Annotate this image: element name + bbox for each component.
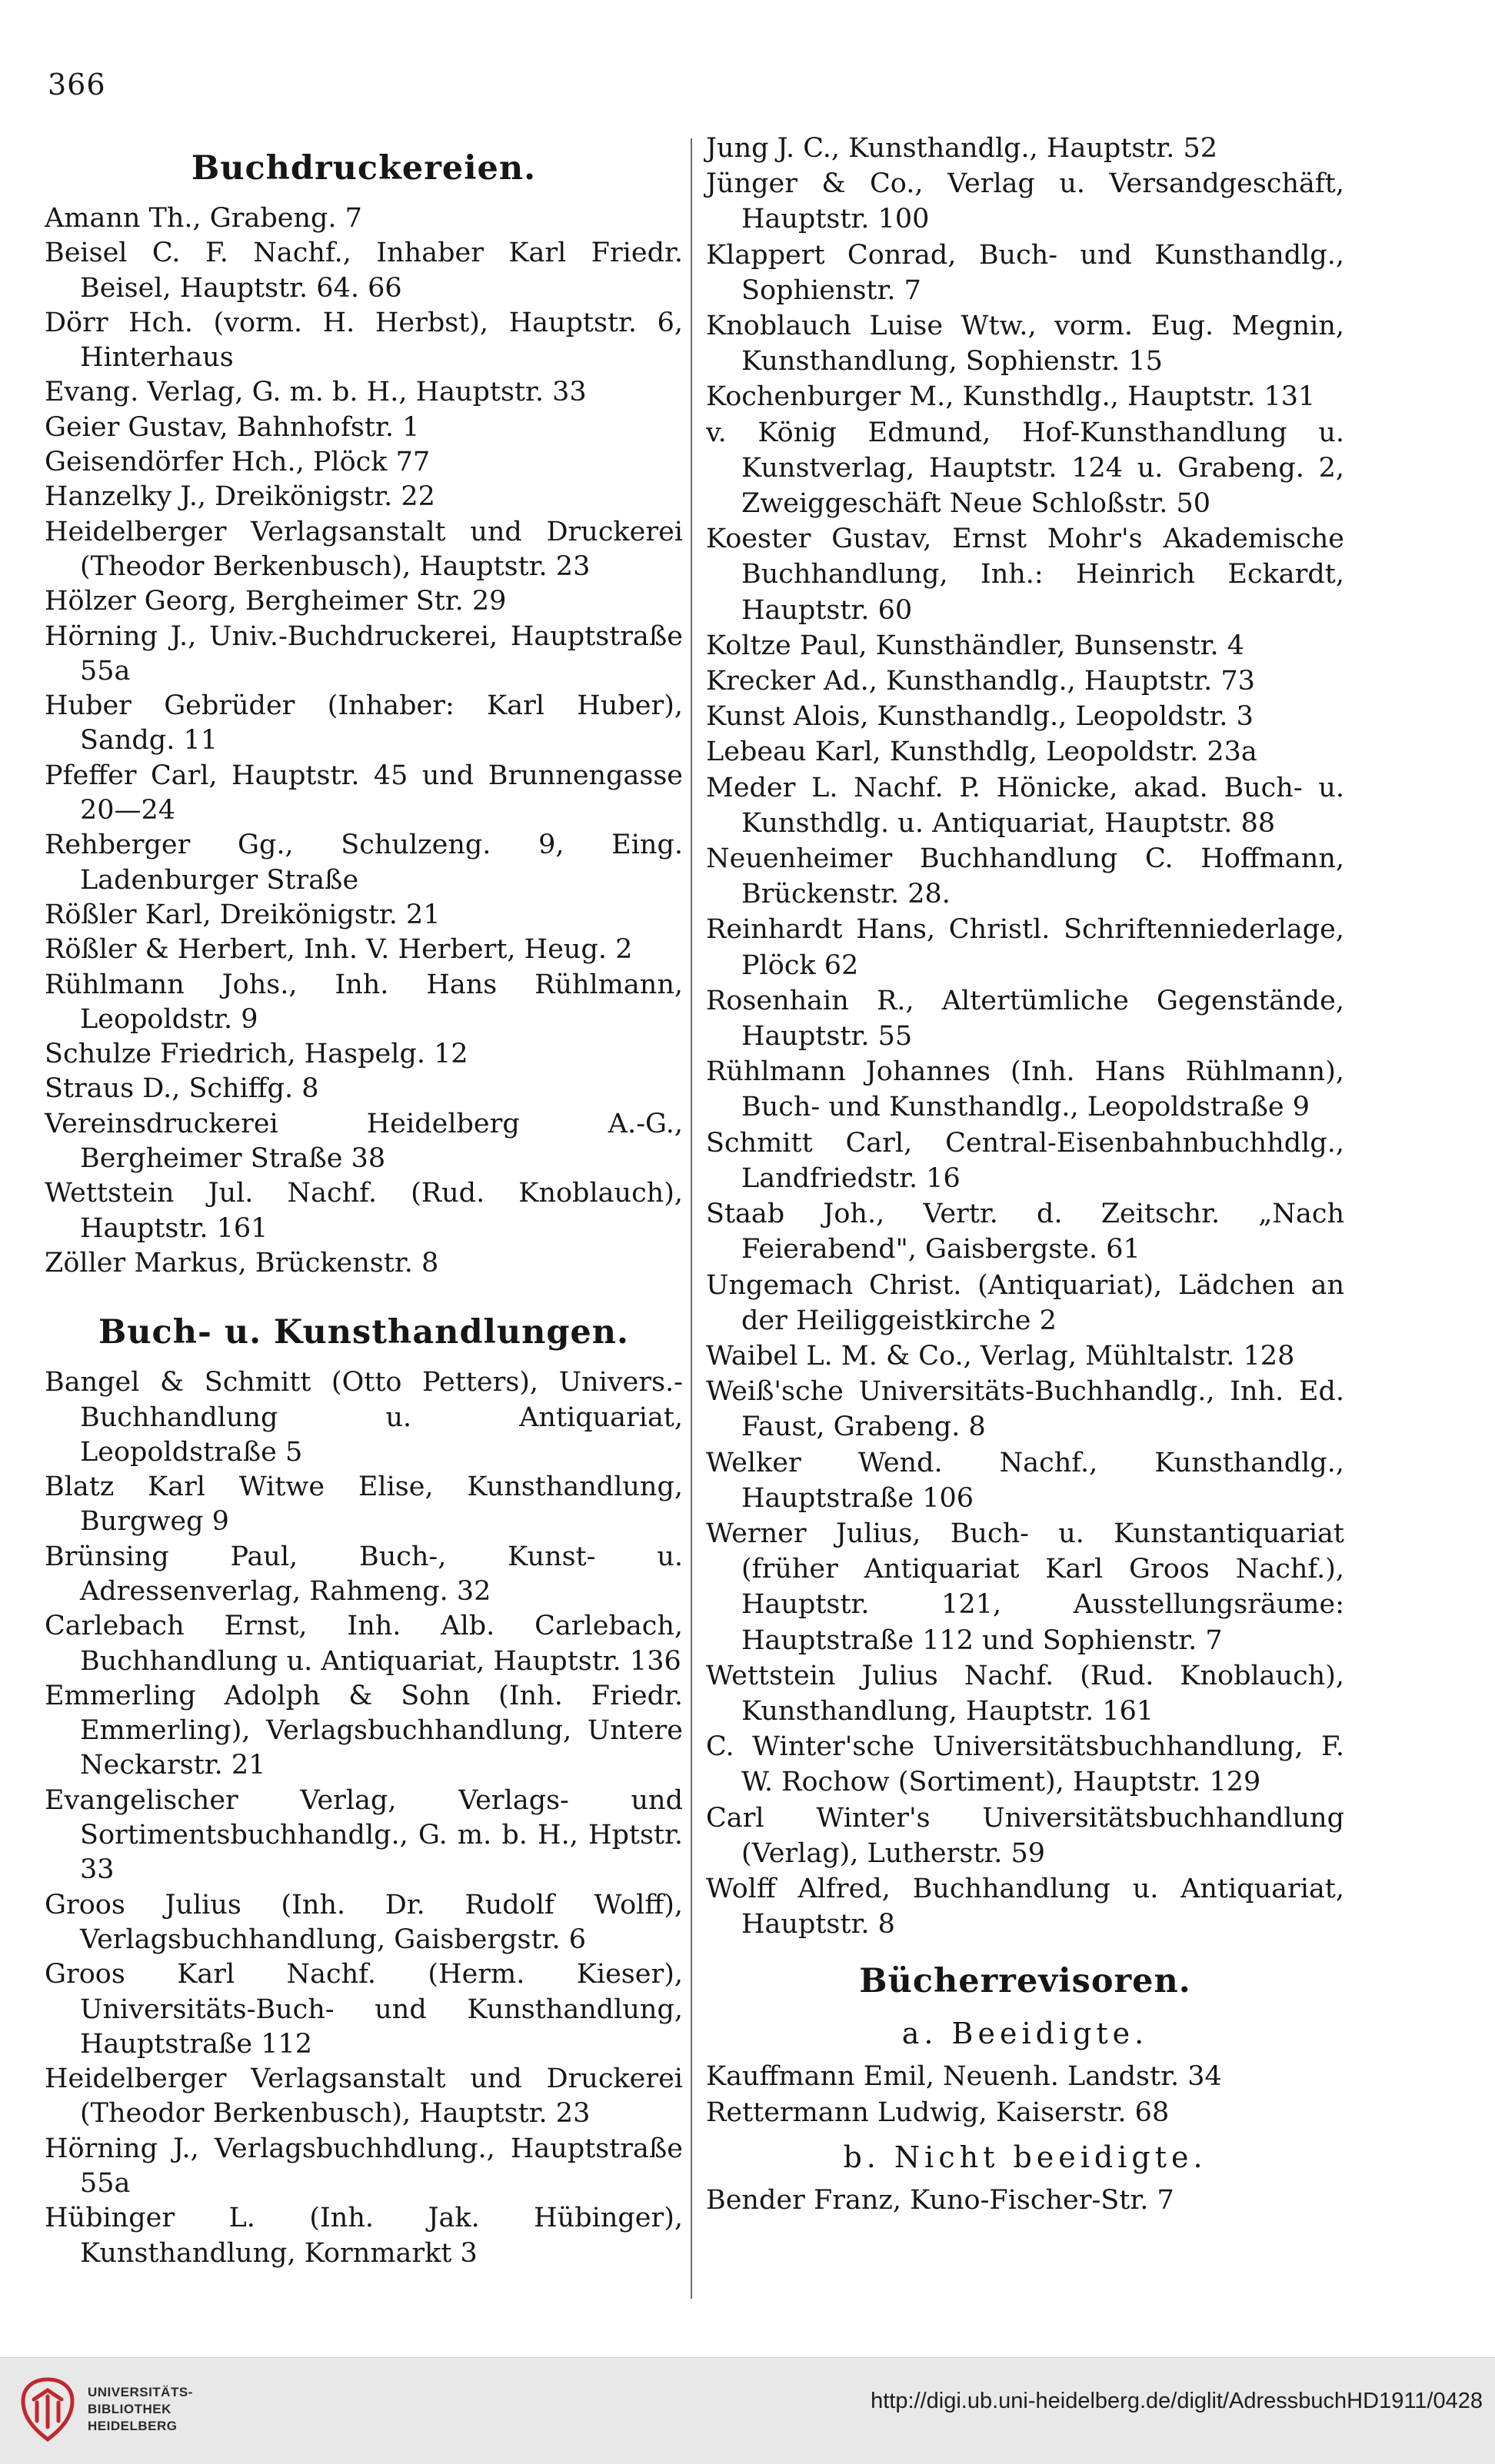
directory-entry: Evangelischer Verlag, Verlags- und Sortimentsbuchhandlg., G. m. b. H., Hptstr. 33 — [45, 1784, 683, 1886]
section-list-buch-kunsthandlungen — [45, 1365, 683, 2271]
directory-entry: Beisel C. F. Nachf., Inhaber Karl Friedr. Beisel, Hauptstr. 64. 66 — [45, 238, 683, 304]
directory-entry: Carl Winter's Universitätsbuchhandlung (Verlag), Lutherstr. 59 — [706, 1802, 1344, 1869]
directory-entry: Heidelberger Verlagsanstalt und Druckerei (Theodor Berkenbusch), Hauptstr. 23 — [45, 2063, 683, 2130]
directory-entry: Hübinger L. (Inh. Jak. Hübinger), Kunsthandlung, Kornmarkt 3 — [45, 2203, 683, 2269]
directory-entry: Werner Julius, Buch- u. Kunstantiquariat (früher Antiquariat Karl Groos Nachf.), Hauptstr. 121, Ausstellungsräume: Hauptstraße 112 und Sophienstr. 7 — [706, 1518, 1344, 1656]
directory-entry: Pfeffer Carl, Hauptstr. 45 und Brunnengasse 20—24 — [45, 760, 683, 826]
directory-entry: C. Winter'sche Universitätsbuchhandlung, F. W. Rochow (Sortiment), Hauptstr. 129 — [706, 1731, 1344, 1798]
directory-entry: Schmitt Carl, Central-Eisenbahnbuchhdlg., Landfriedstr. 16 — [706, 1127, 1344, 1194]
directory-entry: Kunst Alois, Kunsthandlg., Leopoldstr. 3 — [706, 701, 1254, 733]
directory-entry: Jünger & Co., Verlag u. Versandgeschäft, Hauptstr. 100 — [706, 168, 1344, 235]
directory-entry: Rühlmann Johannes (Inh. Hans Rühlmann), Buch- und Kunsthandlg., Leopoldstraße 9 — [706, 1056, 1344, 1123]
directory-entry: Heidelberger Verlagsanstalt und Druckerei (Theodor Berkenbusch), Hauptstr. 23 — [45, 516, 683, 582]
section-title-buchdruckereien: Buchdruckereien. — [191, 149, 537, 188]
subsection-list-nicht-beeidigte — [706, 2183, 1344, 2218]
source-url-link[interactable]: http://digi.ub.uni-heidelberg.de/diglit/AdressbuchHD1911/0428 — [871, 2389, 1483, 2413]
library-logo[interactable] — [17, 2376, 248, 2446]
subsection-title-beeidigte: a. Beeidigte. — [901, 2017, 1149, 2051]
directory-entry: Reinhardt Hans, Christl. Schriftenniederlage, Plöck 62 — [706, 914, 1344, 981]
directory-entry: Vereinsdruckerei Heidelberg A.-G., Bergheimer Straße 38 — [45, 1108, 683, 1175]
right-column — [706, 131, 1344, 2218]
footer-bar — [0, 2357, 1495, 2464]
directory-entry: Dörr Hch. (vorm. H. Herbst), Hauptstr. 6, Hinterhaus — [45, 307, 683, 374]
directory-entry: Weiß'sche Universitäts-Buchhandlg., Inh. Ed. Faust, Grabeng. 8 — [706, 1376, 1344, 1443]
directory-entry: Brünsing Paul, Buch-, Kunst- u. Adressenverlag, Rahmeng. 32 — [45, 1541, 683, 1607]
section-title-buecherrevisoren: Bücherrevisoren. — [859, 1962, 1191, 2001]
directory-entry: Ungemach Christ. (Antiquariat), Lädchen an der Heiliggeistkirche 2 — [706, 1269, 1344, 1336]
column-divider — [691, 138, 692, 2299]
directory-entry: Rosenhain R., Altertümliche Gegenstände, Hauptstr. 55 — [706, 985, 1344, 1052]
directory-entry: Klappert Conrad, Buch- und Kunsthandlg., Sophienstr. 7 — [706, 239, 1344, 306]
section-title-buch-kunsthandlungen: Buch- u. Kunsthandlungen. — [98, 1313, 630, 1352]
directory-entry: Neuenheimer Buchhandlung C. Hoffmann, Brückenstr. 28. — [706, 843, 1344, 910]
directory-entry: Emmerling Adolph & Sohn (Inh. Friedr. Emmerling), Verlagsbuchhandlung, Untere Neckarstr. 21 — [45, 1680, 683, 1781]
directory-entry: Wettstein Jul. Nachf. (Rud. Knoblauch), Hauptstr. 161 — [45, 1178, 683, 1244]
page-number: 366 — [48, 68, 106, 101]
directory-entry: Kochenburger M., Kunsthdlg., Hauptstr. 131 — [706, 381, 1316, 413]
library-name-line: BIBLIOTHEK — [88, 2402, 171, 2416]
directory-entry: Straus D., Schiffg. 8 — [45, 1073, 319, 1105]
directory-entry: Knoblauch Luise Wtw., vorm. Eug. Megnin, Kunsthandlung, Sophienstr. 15 — [706, 311, 1344, 377]
directory-entry: Krecker Ad., Kunsthandlg., Hauptstr. 73 — [706, 666, 1255, 697]
directory-entry: Geisendörfer Hch., Plöck 77 — [45, 447, 431, 478]
directory-entry: Rößler Karl, Dreikönigstr. 21 — [45, 899, 441, 930]
directory-entry: Carlebach Ernst, Inh. Alb. Carlebach, Buchhandlung u. Antiquariat, Hauptstr. 136 — [45, 1611, 683, 1677]
directory-entry: Koester Gustav, Ernst Mohr's Akademische Buchhandlung, Inh.: Heinrich Eckardt, Hauptstr. 60 — [706, 524, 1344, 626]
directory-entry: Hörning J., Univ.-Buchdruckerei, Hauptstraße 55a — [45, 620, 683, 687]
subsection-list-beeidigte — [706, 2059, 1344, 2130]
directory-entry: Meder L. Nachf. P. Hönicke, akad. Buch- u. Kunsthdlg. u. Antiquariat, Hauptstr. 88 — [706, 772, 1344, 839]
directory-entry: Huber Gebrüder (Inhaber: Karl Huber), Sandg. 11 — [45, 690, 683, 756]
directory-entry: Groos Karl Nachf. (Herm. Kieser), Universitäts-Buch- und Kunsthandlung, Hauptstraße 112 — [45, 1959, 683, 2060]
directory-entry: Evang. Verlag, G. m. b. H., Hauptstr. 33 — [45, 377, 587, 408]
directory-entry: Koltze Paul, Kunsthändler, Bunsenstr. 4 — [706, 630, 1244, 661]
directory-entry: Hanzelky J., Dreikönigstr. 22 — [45, 481, 435, 513]
library-name — [88, 2384, 193, 2435]
directory-entry: Bender Franz, Kuno-Fischer-Str. 7 — [706, 2184, 1174, 2216]
directory-entry: Geier Gustav, Bahnhofstr. 1 — [45, 411, 420, 443]
directory-entry: Rettermann Ludwig, Kaiserstr. 68 — [706, 2097, 1170, 2128]
directory-entry: Rühlmann Johs., Inh. Hans Rühlmann, Leopoldstr. 9 — [45, 969, 683, 1035]
directory-entry: Staab Joh., Vertr. d. Zeitschr. „Nach Feierabend", Gaisbergste. 61 — [706, 1199, 1344, 1265]
directory-entry: Blatz Karl Witwe Elise, Kunsthandlung, Burgweg 9 — [45, 1471, 683, 1538]
directory-entry: Welker Wend. Nachf., Kunsthandlg., Hauptstraße 106 — [706, 1447, 1344, 1514]
directory-entry: Groos Julius (Inh. Dr. Rudolf Wolff), Verlagsbuchhandlung, Gaisbergstr. 6 — [45, 1889, 683, 1955]
subsection-title-nicht-beeidigte: b. Nicht beeidigte. — [843, 2140, 1207, 2174]
directory-entry: Waibel L. M. & Co., Verlag, Mühltalstr. 128 — [706, 1340, 1295, 1372]
directory-entry: Jung J. C., Kunsthandlg., Hauptstr. 52 — [706, 133, 1218, 164]
directory-entry: Zöller Markus, Brückenstr. 8 — [45, 1247, 439, 1279]
left-column — [45, 148, 683, 2271]
directory-entry: Hölzer Georg, Bergheimer Str. 29 — [45, 586, 507, 617]
directory-entry: Rößler & Herbert, Inh. V. Herbert, Heug. 2 — [45, 934, 633, 966]
directory-entry: Amann Th., Grabeng. 7 — [45, 203, 362, 234]
directory-entry: Rehberger Gg., Schulzeng. 9, Eing. Ladenburger Straße — [45, 830, 683, 896]
directory-entry: Wolff Alfred, Buchhandlung u. Antiquariat, Hauptstr. 8 — [706, 1873, 1344, 1940]
directory-entry: Schulze Friedrich, Haspelg. 12 — [45, 1039, 468, 1070]
directory-entry: Lebeau Karl, Kunsthdlg, Leopoldstr. 23a — [706, 737, 1257, 768]
section-list-continued — [706, 131, 1344, 1942]
directory-entry: Bangel & Schmitt (Otto Petters), Univers.-Buchhandlung u. Antiquariat, Leopoldstraße 5 — [45, 1367, 683, 1468]
directory-entry: Hörning J., Verlagsbuchhdlung., Hauptstraße 55a — [45, 2133, 683, 2200]
directory-entry: Wettstein Julius Nachf. (Rud. Knoblauch), Kunsthandlung, Hauptstr. 161 — [706, 1660, 1344, 1727]
directory-entry: v. König Edmund, Hof-Kunsthandlung u. Kunstverlag, Hauptstr. 124 u. Grabeng. 2, Zweiggeschäft Neue Schloßstr. 50 — [706, 417, 1344, 520]
library-seal-icon — [17, 2376, 78, 2442]
directory-entry: Kauffmann Emil, Neuenh. Landstr. 34 — [706, 2061, 1222, 2093]
section-list-buchdruckereien — [45, 201, 683, 1281]
library-name-line: UNIVERSITÄTS- — [88, 2385, 193, 2399]
library-name-line: HEIDELBERG — [88, 2419, 178, 2433]
